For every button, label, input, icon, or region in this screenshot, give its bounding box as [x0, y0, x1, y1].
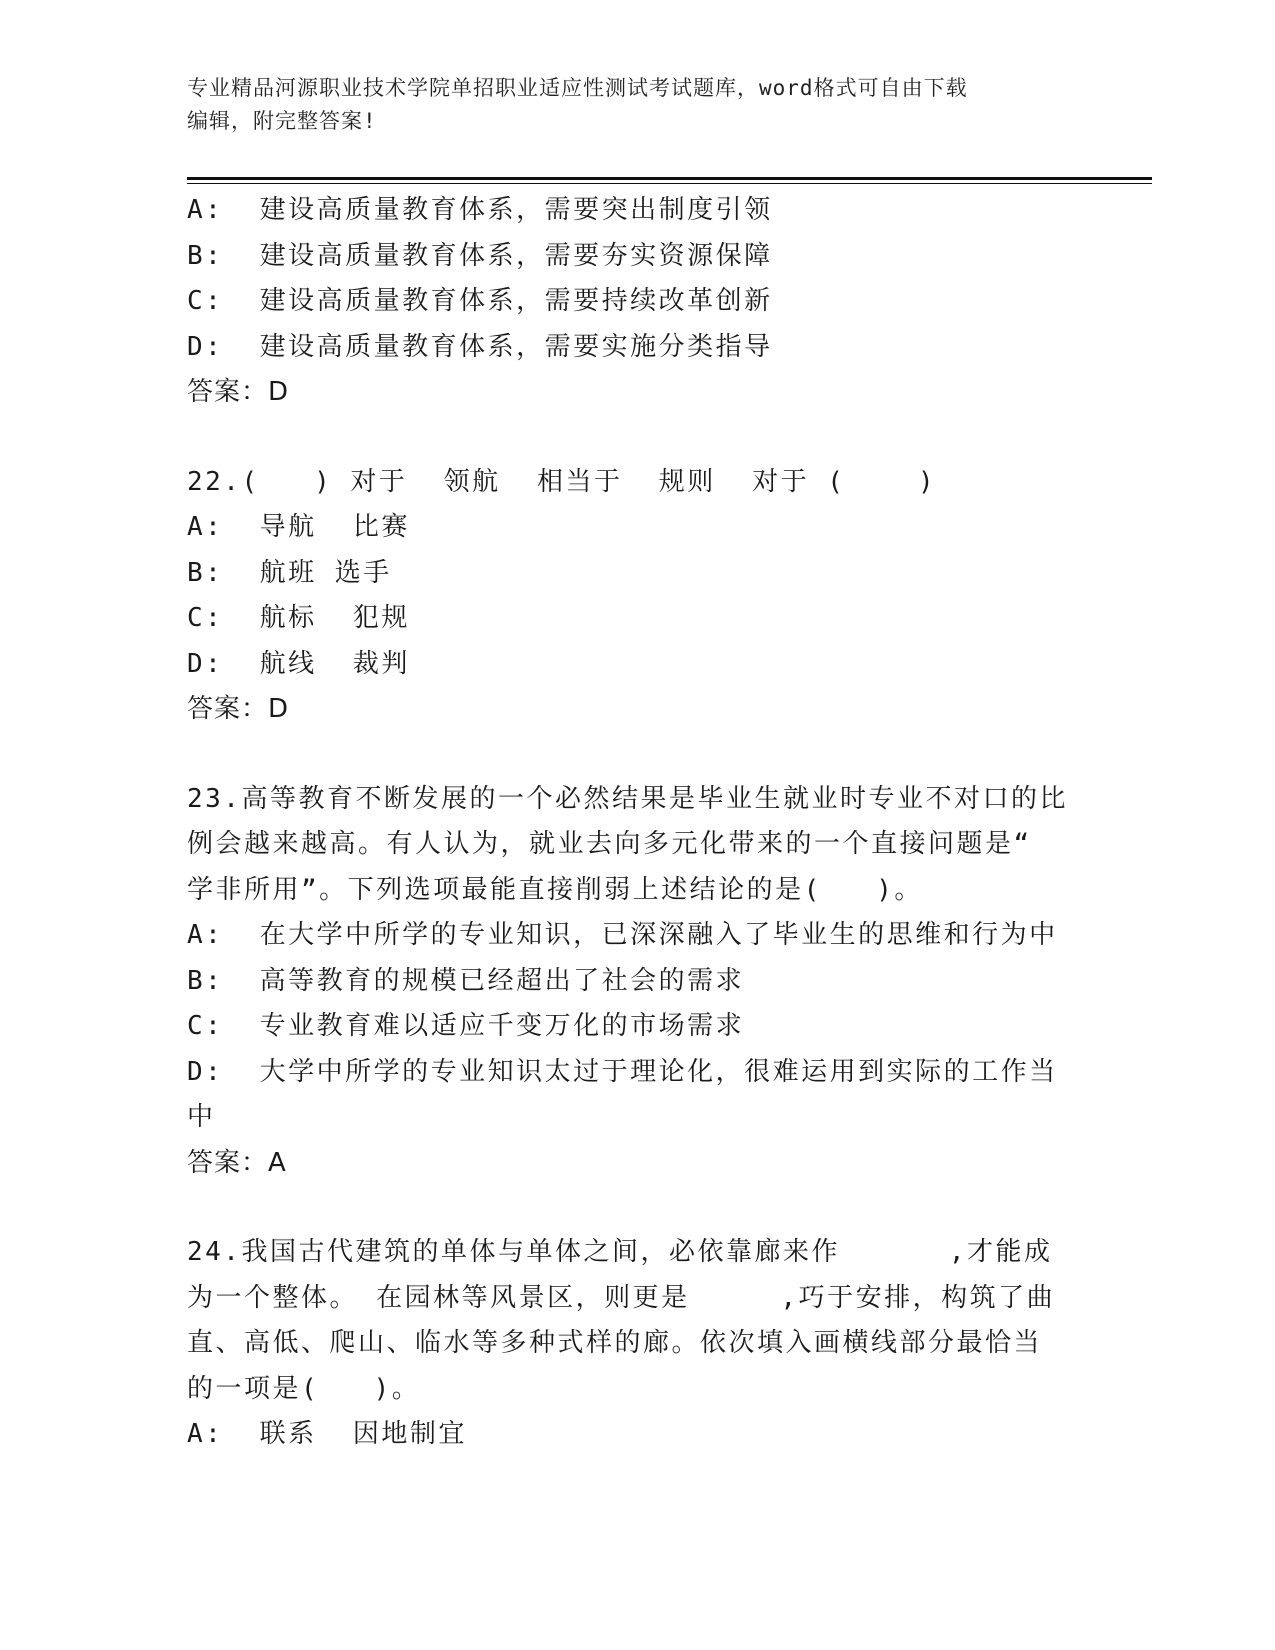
option-d: D: 航线 裁判: [187, 648, 410, 679]
spacer: [187, 416, 1087, 460]
header-line-1: 专业精品河源职业技术学院单招职业适应性测试考试题库，word格式可自由下载: [187, 76, 968, 100]
header-rule-thin: [187, 183, 1152, 184]
option-b: B: 航班 选手: [187, 557, 392, 588]
question-stem-line: 例会越来越高。有人认为，就业去向多元化带来的一个直接问题是“: [187, 829, 1032, 859]
spacer: [187, 733, 1087, 777]
question-stem-line: 24.我国古代建筑的单体与单体之间，必依靠廊来作 ,才能成: [187, 1237, 1053, 1267]
option-a: A: 在大学中所学的专业知识，已深深融入了毕业生的思维和行为中: [187, 920, 1058, 950]
option-d: D: 大学中所学的专业知识太过于理论化，很难运用到实际的工作当: [187, 1056, 1058, 1087]
document-header: [187, 72, 1067, 138]
question-list: [187, 188, 1087, 1458]
option-c: C: 建设高质量教育体系，需要持续改革创新: [187, 286, 773, 316]
option-a: A: 导航 比赛: [187, 512, 410, 542]
option-a: A: 联系 因地制宜: [187, 1419, 467, 1449]
question-stem-line: 23.高等教育不断发展的一个必然结果是毕业生就业时专业不对口的比: [187, 783, 1068, 814]
option-b: B: 建设高质量教育体系，需要夯实资源保障: [187, 240, 773, 271]
question-23: [187, 777, 1087, 1187]
option-a: A: 建设高质量教育体系，需要突出制度引领: [187, 195, 773, 225]
question-stem-line: 直、高低、爬山、临水等多种式样的廊。依次填入画横线部分最恰当: [187, 1328, 1043, 1358]
question-24: [187, 1230, 1087, 1458]
option-d: D: 建设高质量教育体系，需要实施分类指导: [187, 331, 773, 362]
question-21: [187, 188, 1087, 416]
option-c: C: 航标 犯规: [187, 603, 410, 633]
option-c: C: 专业教育难以适应千变万化的市场需求: [187, 1011, 745, 1041]
answer: 答案：D: [187, 694, 290, 724]
header-rule-thick: [187, 177, 1152, 180]
question-stem-line: 学非所用”。下列选项最能直接削弱上述结论的是( )。: [187, 874, 923, 905]
answer: 答案：A: [187, 1147, 287, 1178]
question-22: [187, 460, 1087, 733]
option-d-continued: 中: [187, 1102, 216, 1132]
answer: 答案：D: [187, 377, 290, 407]
question-stem: 22.( ) 对于 领航 相当于 规则 对于 ( ): [187, 466, 937, 497]
spacer: [187, 1186, 1087, 1230]
header-line-2: 编辑，附完整答案!: [187, 109, 377, 133]
question-stem-line: 的一项是( )。: [187, 1373, 421, 1404]
question-stem-line: 为一个整体。 在园林等风景区，则更是 ,巧于安排，构筑了曲: [187, 1282, 1056, 1313]
option-b: B: 高等教育的规模已经超出了社会的需求: [187, 965, 745, 996]
